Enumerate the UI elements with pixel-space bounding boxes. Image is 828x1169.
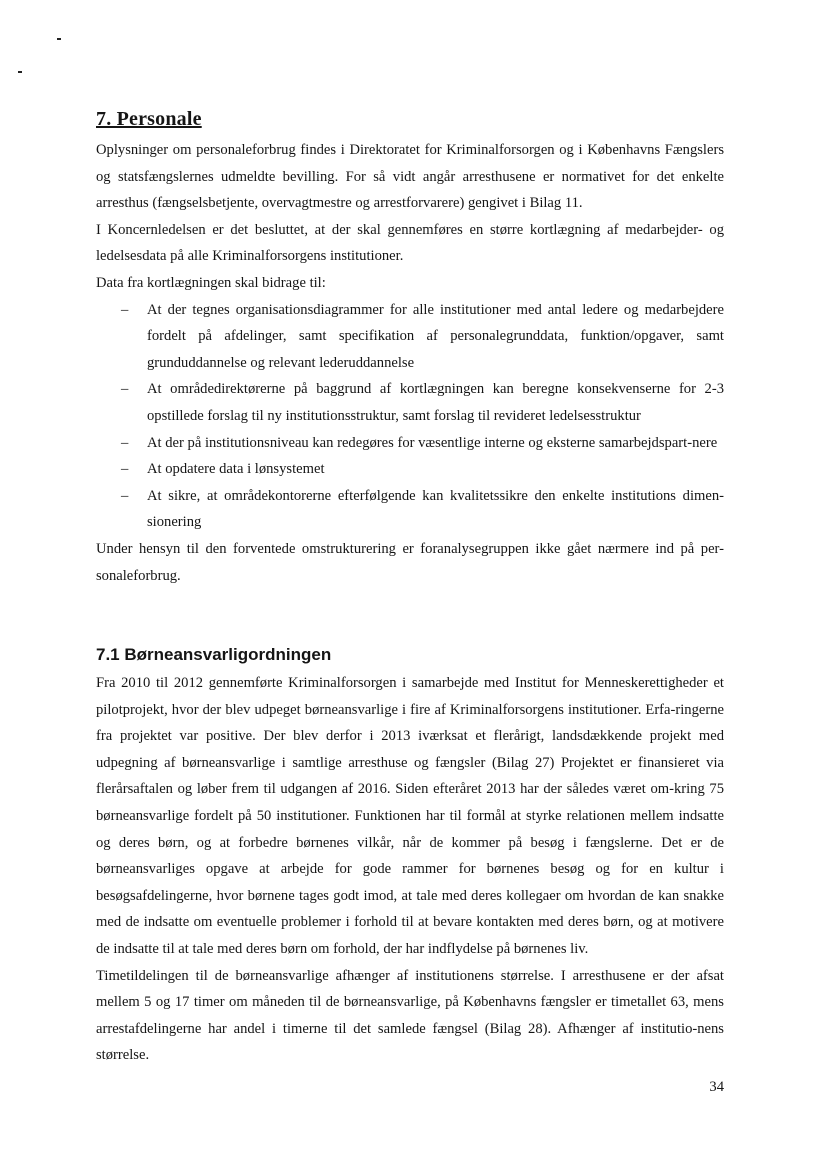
dash-list [96,297,724,536]
list-item [96,483,724,536]
paragraph: Fra 2010 til 2012 gennemførte Kriminalforsorgen i samarbejde med Institut for Menneskerettigheder et pilotprojekt, hvor der blev udpeget børneansvarlige i fire af Kriminalforsorgens institutioner. Erfa-ringerne fra projektet var positive. Der blev derfor i 2013 iværksat et flerårigt, landsdækkende projekt med udpegning af børneansvarlige i samtlige arresthuse og fængsler (Bilag 27) Projektet er finansieret via flerårsaftalen og løber frem til udgangen af 2016. Siden efteråret 2013 har der således været om-kring 75 børneansvarlige fordelt på 50 institutioner. Funktionen har til formål at styrke relationen mellem indsatte og deres børn, og at forbedre børnenes vilkår, når de kommer på besøg i fængslerne. Det er de børneansvarliges opgave at arbejde for gode rammer for børnenes besøg og for en kultur i besøgsafdelingerne, hvor børnene tages godt imod, at tale med deres kollegaer om hvordan de kan snakke med de indsatte om eventuelle problemer i forhold til at bevare kontakten med deres børn, og at motivere de indsatte til at tale med deres børn om forhold, der har indflydelse på børnenes liv. [96,675,724,957]
list-item [96,456,724,483]
paragraph: Under hensyn til den forventede omstrukturering er foranalysegruppen ikke gået nærmere ind på per-sonaleforbrug. [96,540,724,584]
list-item [96,376,724,429]
paragraph: I Koncernledelsen er det besluttet, at der skal gennemføres en større kortlægning af medarbejder- og ledelsesdata på alle Kriminalforsorgens institutioner. [96,221,724,265]
list-item-text: At områdedirektørerne på baggrund af kortlægningen kan beregne konsekvenserne for 2-3 opstillede forslag til ny institutionsstruktur, samt forslag til revideret ledelsesstruktur [147,381,724,424]
dash-bullet: – [121,434,129,451]
list-item-text: At sikre, at områdekontorerne efterfølgende kan kvalitetssikre den enkelte institutions dimen-sionering [147,487,724,531]
scan-speck [18,71,22,73]
dash-bullet: – [121,381,129,398]
section-7-body [96,137,724,589]
paragraph: Data fra kortlægningen skal bidrage til: [96,274,326,291]
dash-bullet: – [121,301,129,318]
dash-bullet: – [121,487,129,504]
list-item [96,297,724,377]
section-7-1-body [96,670,724,1069]
list-item-text: At der tegnes organisationsdiagrammer for alle institutioner med antal ledere og medarbejdere fordelt på afdelinger, samt specifikation af personalegrunddata, funktion/opgaver, samt grunduddannelse og relevant lederuddannelse [147,301,724,371]
scan-speck [57,38,61,40]
document-page [96,0,724,1169]
paragraph: Oplysninger om personaleforbrug findes i Direktoratet for Kriminalforsorgen og i Københavns Fængslers og statsfængslernes udmeldte bevilling. For så vidt angår arresthusene er normativet for det enkelte arresthus (fængselsbetjente, overvagtmestre og arrestforvarere) gengivet i Bilag 11. [96,142,724,212]
page-number: 34 [709,1079,724,1095]
list-item [96,430,724,457]
section-7-heading: 7. Personale [96,108,202,130]
paragraph: Timetildelingen til de børneansvarlige afhænger af institutionens størrelse. I arresthusene er der afsat mellem 5 og 17 timer om måneden til de børneansvarlige, på Københavns fængsler er timetallet 63, mens arrestafdelingerne har andel i timerne til det samlede fængsel (Bilag 28). Afhænger af institutio-nens størrelse. [96,967,724,1064]
list-item-text: At opdatere data i lønsystemet [147,461,325,478]
dash-bullet: – [121,461,129,478]
list-item-text: At der på institutionsniveau kan redegøres for væsentlige interne og eksterne samarbejdspart-nere [147,434,718,451]
section-7-1-heading: 7.1 Børneansvarligordningen [96,645,332,664]
